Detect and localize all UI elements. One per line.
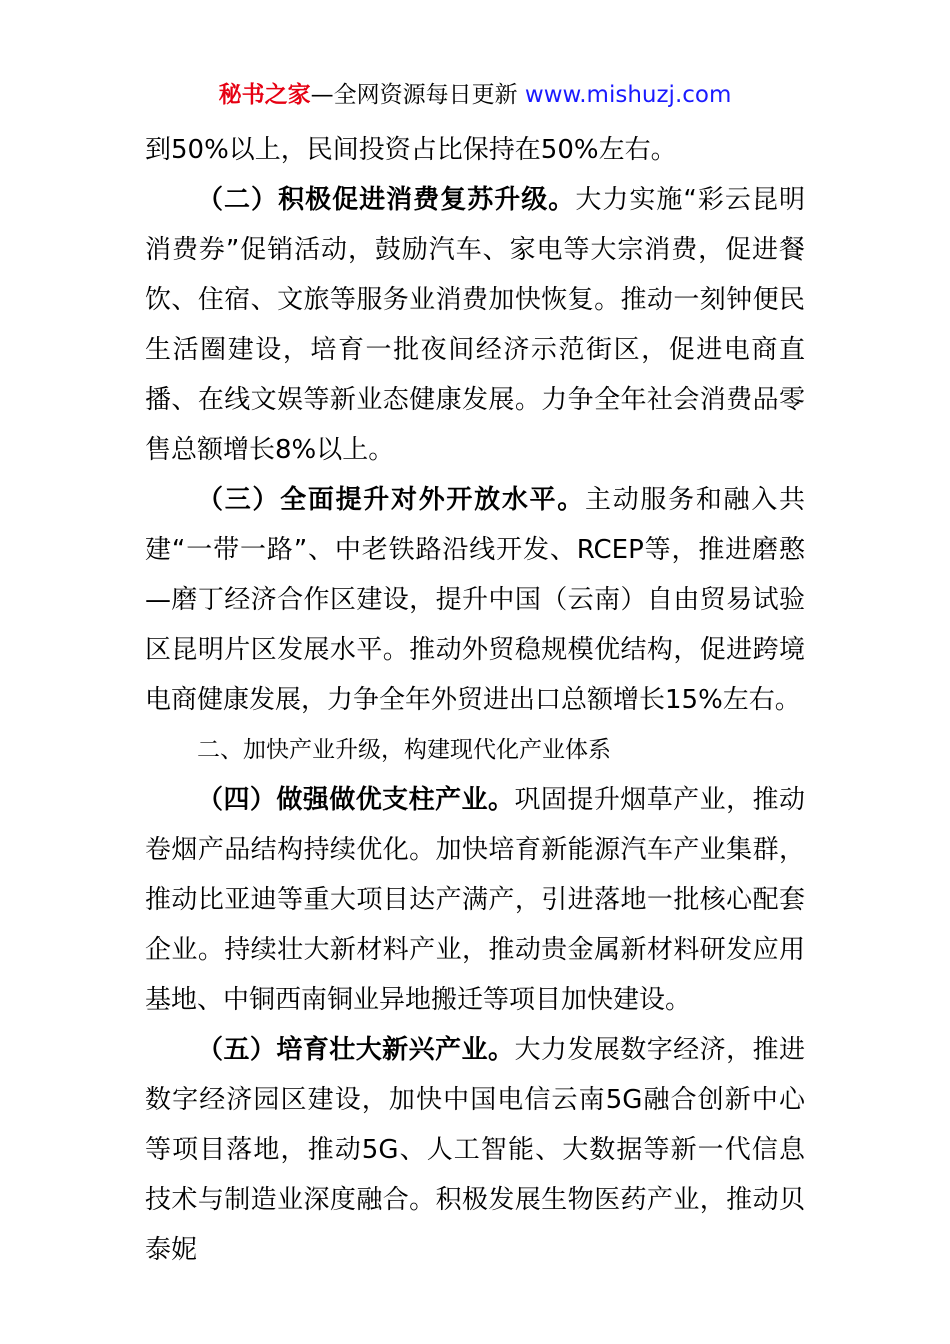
paragraph-text: 主动服务和融入共建“一带一路”、中老铁路沿线开发、RCEP等，推进磨憨—磨丁经济合作区建设，提升中国（云南）自由贸易试验区昆明片区发展水平。推动外贸稳规模优结构，促进跨境电商健康发展，力争全年外贸进出口总额增长15%左右。 [145, 485, 805, 715]
paragraph-continuation: 到50%以上，民间投资占比保持在50%左右。 [145, 135, 677, 165]
paragraph-text: 大力实施“彩云昆明消费券”促销活动，鼓励汽车、家电等大宗消费，促进餐饮、住宿、文旅等服务业消费加快恢复。推动一刻钟便民生活圈建设，培育一批夜间经济示范街区，促进电商直播、在线文娱等新业态健康发展。力争全年社会消费品零售总额增长8%以上。 [145, 185, 805, 465]
site-url-link[interactable]: www.mishuzj.com [524, 82, 732, 108]
paragraph-opening-up [145, 475, 805, 725]
paragraph-text: 大力发展数字经济，推进数字经济园区建设，加快中国电信云南5G融合创新中心等项目落地，推动5G、人工智能、大数据等新一代信息技术与制造业深度融合。积极发展生物医药产业，推动贝泰妮 [145, 1035, 805, 1265]
paragraph-pillar-industries [145, 775, 805, 1025]
paragraph-consumption [145, 175, 805, 475]
paragraph-heading: （二）积极促进消费复苏升级。 [197, 185, 576, 215]
paragraph-heading: （四）做强做优支柱产业。 [197, 785, 515, 815]
header-tagline: —全网资源每日更新 [310, 82, 518, 108]
paragraph-emerging-industries [145, 1025, 805, 1275]
site-watermark-header [0, 78, 950, 112]
paragraph-text: 巩固提升烟草产业，推动卷烟产品结构持续优化。加快培育新能源汽车产业集群，推动比亚迪等重大项目达产满产，引进落地一批核心配套企业。持续壮大新材料产业，推动贵金属新材料研发应用基地、中铜西南铜业异地搬迁等项目加快建设。 [145, 785, 805, 1015]
paragraph-heading: （三）全面提升对外开放水平。 [197, 485, 585, 515]
brand-name: 秘书之家 [218, 82, 311, 108]
paragraph-heading: （五）培育壮大新兴产业。 [197, 1035, 515, 1065]
document-page [145, 125, 805, 1275]
section-heading: 二、加快产业升级，构建现代化产业体系 [197, 737, 611, 763]
